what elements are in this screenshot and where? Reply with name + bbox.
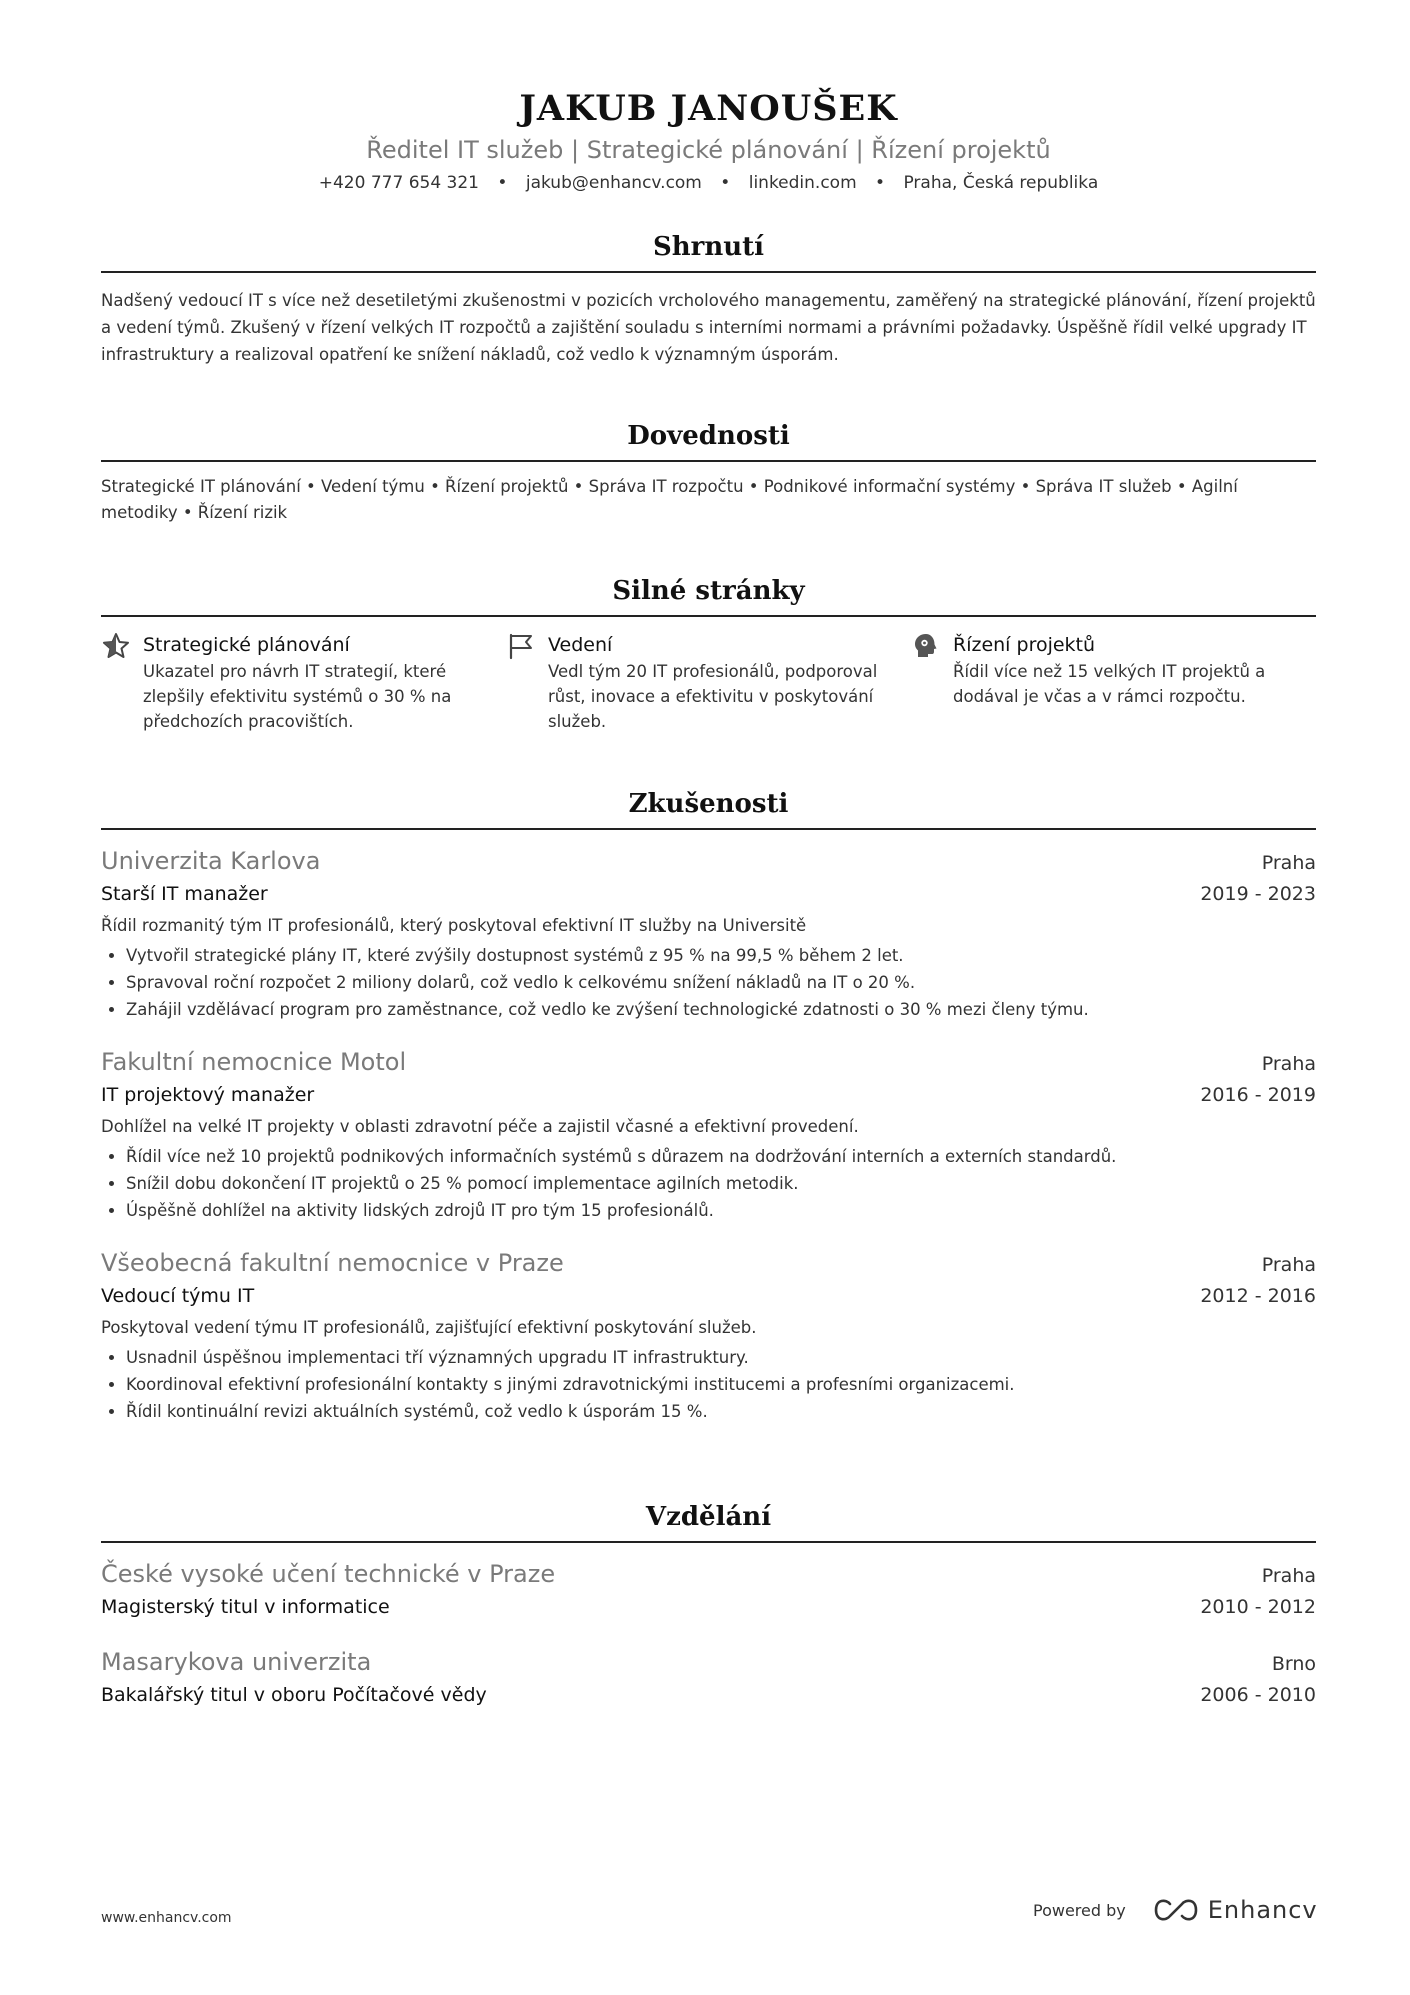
employer-location: Praha: [1261, 1053, 1316, 1075]
summary-section: [101, 232, 1316, 368]
job-dates: 2019 - 2023: [1200, 883, 1316, 905]
degree-title: Bakalářský titul v oboru Počítačové vědy: [101, 1684, 487, 1706]
school-name: České vysoké učení technické v Praze: [101, 1560, 556, 1588]
strength-title: Vedení: [548, 634, 613, 656]
job-summary: Poskytoval vedení týmu IT profesionálů, zajišťující efektivní poskytování služeb.: [101, 1318, 757, 1337]
strength-item: [506, 631, 911, 734]
contact-separator: •: [497, 173, 508, 193]
section-title: Silné stránky: [101, 576, 1316, 617]
job-achievements: [101, 942, 1316, 1023]
strength-title: Řízení projektů: [953, 634, 1096, 656]
employer-name: Všeobecná fakultní nemocnice v Praze: [101, 1249, 564, 1277]
education-section: [101, 1502, 1316, 1711]
experience-entry: [101, 1246, 1316, 1425]
experience-entry: [101, 1045, 1316, 1224]
contact-separator: •: [720, 173, 731, 193]
powered-by-label: Powered by: [1033, 1900, 1126, 1920]
brand-name: Enhancv: [1207, 1896, 1318, 1924]
experience-entry: [101, 844, 1316, 1023]
strength-description: Vedl tým 20 IT profesionálů, podporoval růst, inovace a efektivitu v poskytování služeb.: [548, 662, 878, 731]
enhancv-logo-icon: [1152, 1897, 1200, 1923]
education-dates: 2006 - 2010: [1200, 1684, 1316, 1706]
skills-list: Strategické IT plánování • Vedení týmu • Řízení projektů • Správa IT rozpočtu • Podnikové informační systémy • Správa IT služeb • Agilní metodiky • Řízení rizik: [101, 477, 1238, 522]
list-item: • Řídil kontinuální revizi aktuálních systémů, což vedlo k úsporám 15 %.: [126, 1398, 1316, 1425]
section-title: Zkušenosti: [101, 789, 1316, 830]
strength-title: Strategické plánování: [143, 634, 350, 656]
strength-description: Ukazatel pro návrh IT strategií, které zlepšily efektivitu systémů o 30 % na předchozích pracovištích.: [143, 662, 452, 731]
contact-line: [101, 171, 1316, 195]
education-entry: [101, 1557, 1316, 1623]
resume-header: [101, 0, 1316, 195]
degree-title: Magisterský titul v informatice: [101, 1596, 390, 1618]
list-item: • Usnadnil úspěšnou implementaci tří významných upgradu IT infrastruktury.: [126, 1344, 1316, 1371]
school-name: Masarykova univerzita: [101, 1648, 372, 1676]
contact-separator: •: [875, 173, 886, 193]
job-title: Vedoucí týmu IT: [101, 1285, 255, 1307]
job-achievements: [101, 1143, 1316, 1224]
summary-text: Nadšený vedoucí IT s více než desetiletými zkušenostmi v pozicích vrcholového managementu, zaměřený na strategické plánování, řízení projektů a vedení týmů. Zkušený v řízení velkých IT rozpočtů a zajištění souladu s interními normami a právními požadavky. Úspěšně řídil velké upgrady IT infrastruktury a realizoval opatření ke snížení nákladů, což vedlo k významným úsporám.: [101, 291, 1316, 364]
candidate-name: JAKUB JANOUŠEK: [519, 88, 898, 129]
employer-name: Univerzita Karlova: [101, 847, 321, 875]
job-summary: Řídil rozmanitý tým IT profesionálů, který poskytoval efektivní IT služby na Universitě: [101, 916, 807, 935]
job-title: Starší IT manažer: [101, 883, 268, 905]
list-item: • Spravoval roční rozpočet 2 miliony dolarů, což vedlo k celkovému snížení nákladů na IT o 20 %.: [126, 969, 1316, 996]
strengths-section: [101, 576, 1316, 734]
job-dates: 2016 - 2019: [1200, 1084, 1316, 1106]
resume-page: [101, 0, 1316, 1706]
list-item: • Řídil více než 10 projektů podnikových informačních systémů s důrazem na dodržování interních a externích standardů.: [126, 1143, 1316, 1170]
footer-branding: [1033, 1896, 1318, 1924]
list-item: • Koordinoval efektivní profesionální kontakty s jinými zdravotnickými institucemi a profesními organizacemi.: [126, 1371, 1316, 1398]
job-dates: 2012 - 2016: [1200, 1285, 1316, 1307]
experience-section: [101, 789, 1316, 1425]
flag-icon: [506, 631, 536, 661]
strengths-list: [101, 631, 1316, 734]
job-summary: Dohlížel na velké IT projekty v oblasti zdravotní péče a zajistil včasné a efektivní provedení.: [101, 1117, 859, 1136]
education-dates: 2010 - 2012: [1200, 1596, 1316, 1618]
employer-location: Praha: [1261, 1254, 1316, 1276]
school-location: Brno: [1271, 1653, 1316, 1675]
employer-location: Praha: [1261, 852, 1316, 874]
footer-website[interactable]: www.enhancv.com: [101, 1910, 232, 1926]
candidate-subtitle: Ředitel IT služeb | Strategické plánování | Řízení projektů: [366, 136, 1051, 164]
job-title: IT projektový manažer: [101, 1084, 315, 1106]
employer-name: Fakultní nemocnice Motol: [101, 1048, 407, 1076]
skills-section: [101, 421, 1316, 526]
list-item: • Vytvořil strategické plány IT, které zvýšily dostupnost systémů z 95 % na 99,5 % během 2 let.: [126, 942, 1316, 969]
strength-description: Řídil více než 15 velkých IT projektů a dodával je včas a v rámci rozpočtu.: [953, 662, 1266, 706]
head-icon: [911, 631, 941, 661]
strength-item: [911, 631, 1316, 734]
school-location: Praha: [1261, 1565, 1316, 1587]
education-entry: [101, 1645, 1316, 1711]
list-item: • Zahájil vzdělávací program pro zaměstnance, což vedlo ke zvýšení technologické zdatnosti o 30 % mezi členy týmu.: [126, 996, 1316, 1023]
section-title: Vzdělání: [101, 1502, 1316, 1543]
star-icon: [101, 631, 131, 661]
list-item: • Snížil dobu dokončení IT projektů o 25 % pomocí implementace agilních metodik.: [126, 1170, 1316, 1197]
list-item: • Úspěšně dohlížel na aktivity lidských zdrojů IT pro tým 15 profesionálů.: [126, 1197, 1316, 1224]
contact-location: Praha, Česká republika: [903, 173, 1099, 193]
job-achievements: [101, 1344, 1316, 1425]
contact-linkedin[interactable]: linkedin.com: [748, 173, 857, 193]
section-title: Shrnutí: [101, 232, 1316, 273]
strength-item: [101, 631, 506, 734]
contact-email[interactable]: jakub@enhancv.com: [525, 173, 702, 193]
section-title: Dovednosti: [101, 421, 1316, 462]
contact-phone[interactable]: +420 777 654 321: [318, 173, 479, 193]
